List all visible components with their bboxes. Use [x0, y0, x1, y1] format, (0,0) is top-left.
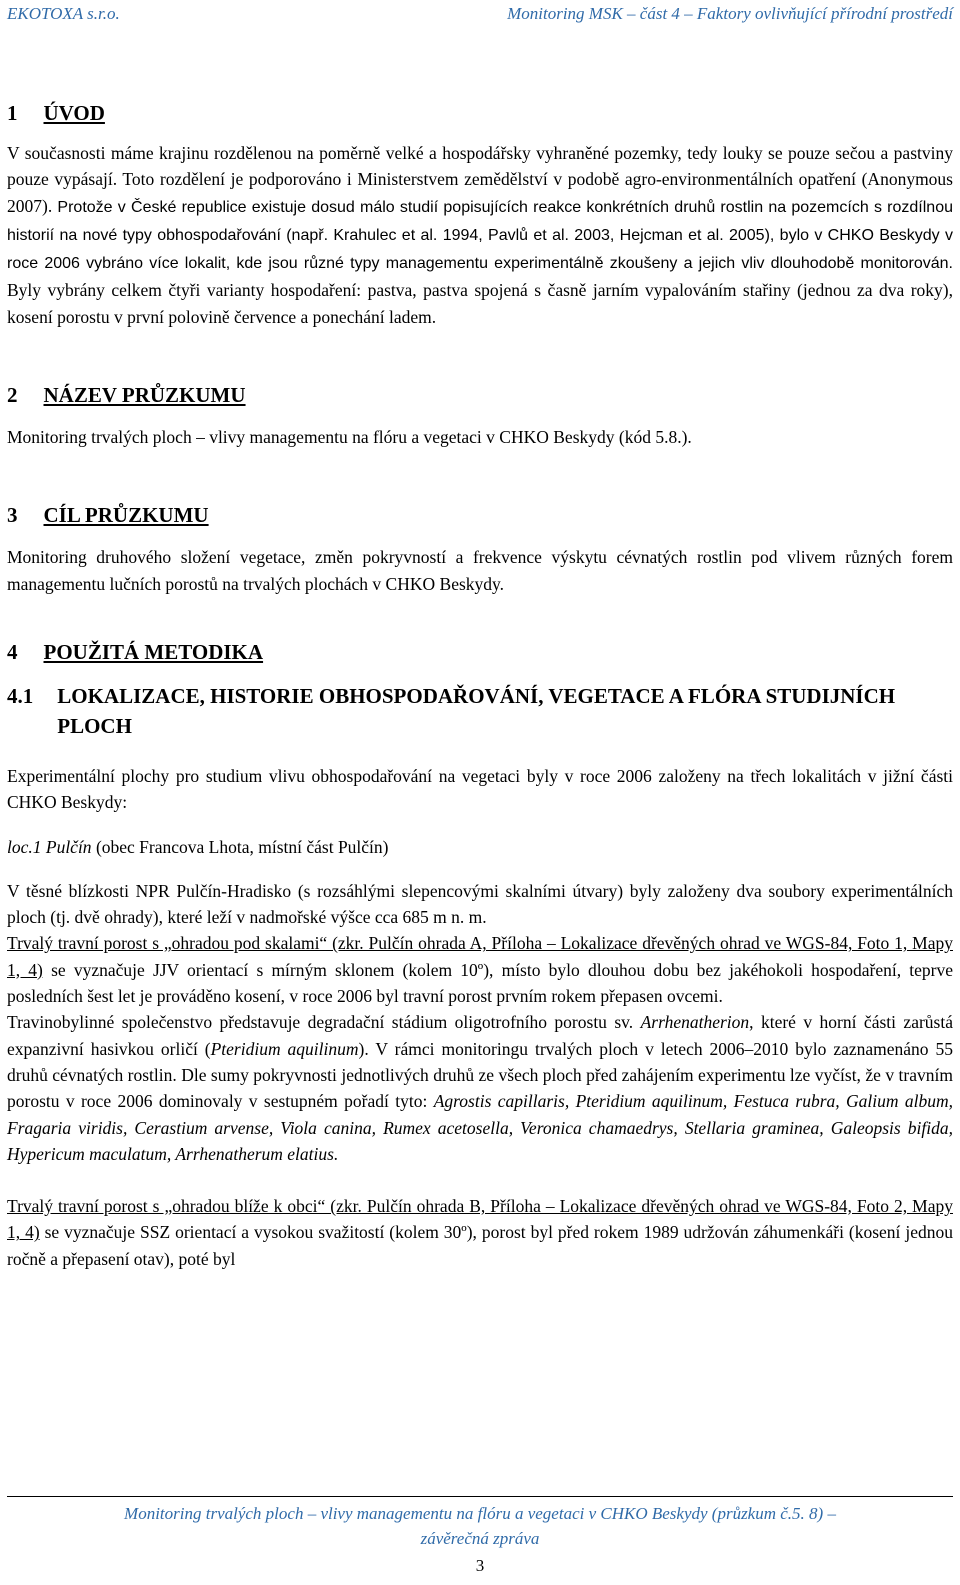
section-number: 3 — [7, 503, 18, 528]
page-number: 3 — [475, 1556, 485, 1575]
enclosure-a-title: Trvalý travní porost s „ohradou pod skalami“ (zkr. Pulčín ohrada A, Příloha – Lokalizace dřevěných ohrad ve WGS-84, Foto 1, Mapy 1, 4) — [7, 933, 953, 980]
section-4-heading — [7, 637, 953, 667]
subsection-title: LOKALIZACE, HISTORIE OBHOSPODAŘOVÁNÍ, VEGETACE A FLÓRA STUDIJNÍCH PLOCH — [57, 683, 896, 738]
section-title: ÚVOD — [43, 101, 105, 125]
enclosure-b-desc: se vyznačuje SSZ orientací a vysokou svažitostí (kolem 30º), porost byl před rokem 1989 udržován záhumenkáři (kosení jednou ročně a přepasení otav), poté byl — [7, 1222, 953, 1269]
section-title: POUŽITÁ METODIKA — [43, 639, 264, 664]
running-footer — [7, 1496, 953, 1578]
veg-text-a: Travinobylinné společenstvo představuje degradační stádium oligotrofního porostu sv. — [7, 1012, 641, 1033]
location-1-paragraph: V těsné blízkosti NPR Pulčín-Hradisko (s rozsáhlými slepencovými skalními útvary) byly založeny dva soubory experimentálních ploch (tj. dvě ohrady), které leží v nadmořské výšce cca 685 m n. m. — [7, 880, 953, 928]
section-title: NÁZEV PRŮZKUMU — [43, 383, 246, 408]
vegetation-paragraph — [7, 1009, 953, 1167]
veg-species: Pteridium aquilinum — [210, 1038, 359, 1059]
veg-species-list: Agrostis capillaris, Pteridium aquilinum, Festuca rubra, Galium album, Fragaria viridis, Cerastium arvense, Viola canina, Rumex acetosella, Veronica chamaedrys, Stellaria graminea, Galeopsis bifida, Hypericum maculatum, Arrhenatherum elatius. — [7, 1091, 954, 1164]
section-number: 1 — [7, 101, 18, 125]
header-company: EKOTOXA s.r.o. — [7, 4, 120, 23]
running-header — [7, 0, 953, 26]
survey-goal-paragraph: Monitoring druhového složení vegetace, změn pokryvností a frekvence výskytu cévnatých rostlin pod vlivem různých forem managementu lučních porostů na trvalých plochách v CHKO Beskydy. — [7, 547, 953, 594]
subsection-number: 4.1 — [7, 683, 34, 708]
location-desc: (obec Francova Lhota, místní část Pulčín) — [91, 836, 389, 857]
enclosure-b-paragraph — [7, 1193, 953, 1272]
veg-text-b: , které v horní části zarůstá expanzivní hasivkou orličí ( — [7, 1012, 953, 1059]
intro-text-1: V současnosti máme krajinu rozdělenou na poměrně velké a hospodářsky vyhraněné pozemky, tedy louky se pouze sečou a pastviny pouze vypásají. Toto rozdělení je podporováno i Ministerstvem zemědělství v podobě agro-environmentálních opatření (Anonymous 2007). — [7, 143, 953, 216]
location-1-line — [7, 834, 953, 860]
footer-line-2: závěrečná zpráva — [420, 1529, 540, 1548]
enclosure-b-title: Trvalý travní porost s „ohradou blíže k obci“ (zkr. Pulčín ohrada B, Příloha – Lokalizace dřevěných ohrad ve WGS-84, Foto 2, Mapy 1, 4) — [7, 1196, 953, 1243]
intro-paragraph — [7, 140, 953, 330]
section-number: 4 — [7, 639, 18, 664]
section-1-heading — [7, 98, 953, 128]
intro-text-2: Protože v České republice existuje dosud málo studií popisujících reakce konkrétních druhů rostlin na pozemcích s rozdílnou historií na nové typy obhospodařování (např. Krahulec et al. 1994, Pavlů et al. 2003, Hejcman et al. 2005), bylo v CHKO Beskydy v roce 2006 vybráno více lokalit, kde jsou různé typy managementu experimentálně zkoušeny a jejich vliv dlouhodobě monitorován. — [7, 198, 953, 273]
section-title: CÍL PRŮZKUMU — [43, 503, 209, 528]
section-number: 2 — [7, 383, 18, 408]
header-title: Monitoring MSK – část 4 – Faktory ovlivňující přírodní prostředí — [507, 4, 953, 23]
enclosure-a-desc: se vyznačuje JJV orientací s mírným sklonem (kolem 10º), místo bylo dlouhou dobu bez jakéhokoli hospodaření, teprve posledních šest let je prováděno kosení, v roce 2006 byl travní porost prvním rokem přepasen ovcemi. — [7, 959, 953, 1007]
intro-text-3: Byly vybrány celkem čtyři varianty hospodaření: pastva, pastva spojená s časně jarním vypalováním stařiny (jednou za dva roky), kosení porostu v první polovině července a ponechání ladem. — [7, 280, 953, 327]
subsection-4-1-heading — [7, 681, 953, 741]
locations-intro: Experimentální plochy pro studium vlivu obhospodařování na vegetaci byly v roce 2006 založeny na třech lokalitách v jižní části CHKO Beskydy: — [7, 765, 953, 813]
veg-alliance: Arrhenatherion — [640, 1012, 750, 1033]
survey-name-paragraph: Monitoring trvalých ploch – vlivy managementu na flóru a vegetaci v CHKO Beskydy (kód 5.8.). — [7, 427, 692, 448]
section-2-heading — [7, 380, 953, 410]
footer-line-1: Monitoring trvalých ploch – vlivy managementu na flóru a vegetaci v CHKO Beskydy (průzkum č.5. 8) – — [124, 1504, 836, 1523]
enclosure-a-paragraph — [7, 930, 953, 1009]
location-label: loc.1 Pulčín — [7, 836, 92, 857]
section-3-heading — [7, 500, 953, 530]
veg-text-c: ). V rámci monitoringu trvalých ploch v letech 2006–2010 bylo zaznamenáno 55 druhů cévnatých rostlin. Dle sumy pokryvnosti jednotlivých druhů ze všech ploch před zahájením experimentu lze vyčíst, že v travním porostu v roce 2006 dominovaly v sestupném pořadí tyto: — [7, 1038, 954, 1112]
